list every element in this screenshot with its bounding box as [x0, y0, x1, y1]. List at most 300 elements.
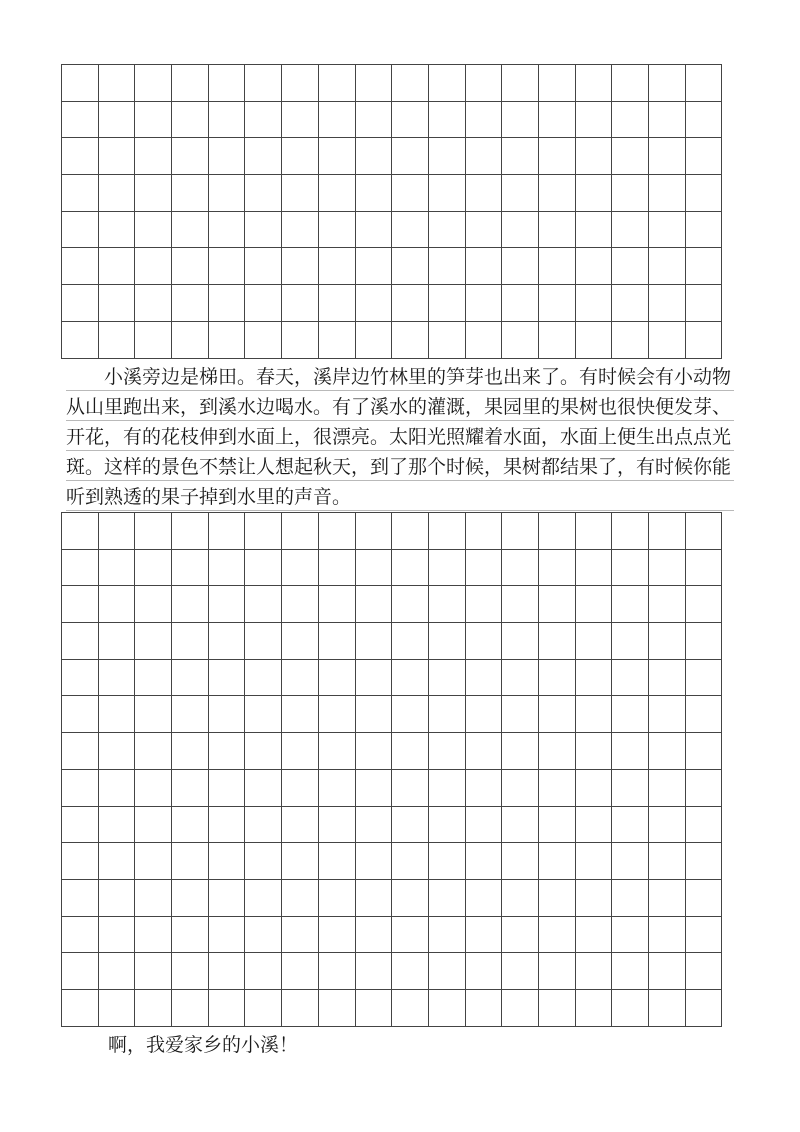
grid-cell	[392, 917, 429, 954]
grid-cell	[282, 285, 319, 322]
grid-cell	[99, 953, 136, 990]
grid-cell	[135, 660, 172, 697]
grid-cell	[209, 733, 246, 770]
grid-cell	[649, 807, 686, 844]
grid-cell	[612, 550, 649, 587]
grid-cell	[466, 65, 503, 102]
grid-cell	[392, 175, 429, 212]
grid-cell	[502, 550, 539, 587]
grid-cell	[539, 513, 576, 550]
grid-cell	[172, 733, 209, 770]
grid-cell	[135, 212, 172, 249]
grid-cell	[392, 586, 429, 623]
grid-cell	[612, 513, 649, 550]
grid-cell	[686, 880, 723, 917]
grid-cell	[319, 990, 356, 1027]
grid-cell	[649, 513, 686, 550]
grid-cell	[466, 807, 503, 844]
grid-cell	[686, 843, 723, 880]
grid-cell	[466, 733, 503, 770]
grid-cell	[392, 623, 429, 660]
grid-cell	[429, 917, 466, 954]
grid-cell	[319, 623, 356, 660]
grid-cell	[356, 696, 393, 733]
grid-cell	[99, 880, 136, 917]
grid-cell	[172, 917, 209, 954]
grid-cell	[135, 550, 172, 587]
grid-cell	[686, 248, 723, 285]
grid-cell	[172, 586, 209, 623]
grid-cell	[686, 953, 723, 990]
grid-cell	[209, 770, 246, 807]
grid-cell	[319, 880, 356, 917]
grid-cell	[539, 322, 576, 359]
grid-cell	[392, 138, 429, 175]
grid-cell	[135, 248, 172, 285]
grid-cell	[576, 917, 613, 954]
grid-cell	[392, 770, 429, 807]
grid-cell	[539, 880, 576, 917]
grid-cell	[356, 175, 393, 212]
grid-cell	[429, 586, 466, 623]
grid-cell	[135, 807, 172, 844]
grid-cell	[649, 623, 686, 660]
grid-cell	[392, 285, 429, 322]
grid-cell	[502, 880, 539, 917]
grid-cell	[319, 513, 356, 550]
grid-cell	[245, 880, 282, 917]
grid-cell	[429, 733, 466, 770]
essay-paragraph	[66, 362, 734, 512]
grid-cell	[135, 843, 172, 880]
grid-cell	[319, 65, 356, 102]
grid-cell	[282, 696, 319, 733]
grid-cell	[502, 696, 539, 733]
closing-sentence: 啊，我爱家乡的小溪！	[108, 1034, 299, 1056]
grid-cell	[429, 807, 466, 844]
grid-cell	[282, 550, 319, 587]
grid-cell	[429, 322, 466, 359]
grid-cell	[172, 102, 209, 139]
grid-cell	[245, 696, 282, 733]
grid-cell	[282, 586, 319, 623]
grid-cell	[429, 102, 466, 139]
grid-cell	[649, 843, 686, 880]
grid-cell	[649, 65, 686, 102]
grid-cell	[392, 660, 429, 697]
grid-cell	[612, 248, 649, 285]
grid-cell	[356, 65, 393, 102]
grid-cell	[686, 513, 723, 550]
grid-cell	[686, 322, 723, 359]
grid-cell	[502, 285, 539, 322]
grid-cell	[429, 212, 466, 249]
grid-cell	[282, 917, 319, 954]
grid-cell	[392, 733, 429, 770]
grid-cell	[392, 880, 429, 917]
grid-cell	[612, 322, 649, 359]
grid-cell	[282, 990, 319, 1027]
grid-cell	[356, 917, 393, 954]
grid-cell	[502, 586, 539, 623]
grid-cell	[356, 138, 393, 175]
paragraph-line: 小溪旁边是梯田。春天，溪岸边竹林里的笋芽也出来了。有时候会有小动物	[66, 362, 734, 392]
grid-cell	[576, 733, 613, 770]
grid-cell	[686, 586, 723, 623]
grid-cell	[99, 807, 136, 844]
grid-cell	[209, 807, 246, 844]
grid-cell	[135, 138, 172, 175]
grid-cell	[576, 807, 613, 844]
grid-cell	[356, 248, 393, 285]
grid-cell	[576, 102, 613, 139]
grid-cell	[319, 586, 356, 623]
grid-cell	[356, 660, 393, 697]
grid-cell	[245, 623, 282, 660]
grid-cell	[576, 513, 613, 550]
grid-cell	[99, 285, 136, 322]
grid-cell	[99, 322, 136, 359]
grid-cell	[99, 770, 136, 807]
grid-cell	[245, 586, 282, 623]
paragraph-line: 从山里跑出来，到溪水边喝水。有了溪水的灌溉，果园里的果树也很快便发芽、	[66, 392, 734, 422]
grid-cell	[99, 660, 136, 697]
grid-cell	[576, 660, 613, 697]
grid-cell	[319, 175, 356, 212]
grid-cell	[209, 285, 246, 322]
grid-cell	[62, 733, 99, 770]
grid-cell	[62, 807, 99, 844]
grid-cell	[466, 586, 503, 623]
grid-cell	[172, 138, 209, 175]
grid-cell	[502, 953, 539, 990]
grid-cell	[502, 917, 539, 954]
grid-cell	[209, 843, 246, 880]
grid-cell	[172, 175, 209, 212]
grid-cell	[392, 843, 429, 880]
grid-cell	[649, 660, 686, 697]
grid-cell	[135, 322, 172, 359]
grid-cell	[245, 550, 282, 587]
grid-cell	[62, 102, 99, 139]
grid-cell	[172, 807, 209, 844]
grid-cell	[282, 880, 319, 917]
grid-cell	[429, 990, 466, 1027]
grid-cell	[172, 322, 209, 359]
grid-cell	[135, 102, 172, 139]
grid-cell	[576, 586, 613, 623]
grid-cell	[466, 770, 503, 807]
grid-cell	[62, 550, 99, 587]
grid-cell	[649, 550, 686, 587]
grid-cell	[539, 917, 576, 954]
grid-cell	[99, 586, 136, 623]
grid-cell	[282, 138, 319, 175]
grid-cell	[429, 623, 466, 660]
grid-cell	[282, 843, 319, 880]
grid-cell	[135, 770, 172, 807]
grid-cell	[319, 917, 356, 954]
grid-cell	[62, 696, 99, 733]
grid-cell	[62, 880, 99, 917]
grid-cell	[99, 917, 136, 954]
grid-cell	[649, 953, 686, 990]
grid-cell	[686, 807, 723, 844]
grid-cell	[392, 65, 429, 102]
grid-cell	[99, 733, 136, 770]
grid-cell	[319, 733, 356, 770]
grid-cell	[539, 807, 576, 844]
grid-cell	[172, 880, 209, 917]
grid-cell	[172, 990, 209, 1027]
grid-cell	[649, 212, 686, 249]
grid-cell	[612, 138, 649, 175]
grid-cell	[429, 248, 466, 285]
grid-cell	[99, 102, 136, 139]
grid-cell	[99, 843, 136, 880]
grid-cell	[466, 843, 503, 880]
grid-cell	[282, 770, 319, 807]
paragraph-line: 听到熟透的果子掉到水里的声音。	[66, 482, 734, 512]
grid-cell	[356, 953, 393, 990]
grid-cell	[649, 102, 686, 139]
grid-cell	[245, 65, 282, 102]
grid-cell	[135, 285, 172, 322]
grid-cell	[172, 212, 209, 249]
grid-cell	[539, 138, 576, 175]
grid-cell	[99, 65, 136, 102]
grid-cell	[245, 285, 282, 322]
grid-cell	[62, 248, 99, 285]
grid-cell	[576, 322, 613, 359]
grid-cell	[502, 248, 539, 285]
grid-cell	[99, 138, 136, 175]
grid-cell	[539, 843, 576, 880]
grid-cell	[686, 550, 723, 587]
grid-cell	[209, 623, 246, 660]
grid-cell	[62, 285, 99, 322]
grid-cell	[62, 770, 99, 807]
grid-cell	[245, 212, 282, 249]
grid-cell	[62, 65, 99, 102]
grid-cell	[539, 660, 576, 697]
grid-cell	[466, 917, 503, 954]
grid-cell	[62, 138, 99, 175]
grid-cell	[576, 65, 613, 102]
grid-cell	[466, 285, 503, 322]
grid-cell	[686, 917, 723, 954]
grid-cell	[612, 733, 649, 770]
grid-cell	[649, 880, 686, 917]
grid-cell	[99, 212, 136, 249]
grid-cell	[245, 322, 282, 359]
grid-cell	[172, 770, 209, 807]
grid-cell	[282, 807, 319, 844]
grid-cell	[466, 322, 503, 359]
grid-cell	[686, 660, 723, 697]
grid-cell	[172, 285, 209, 322]
grid-cell	[356, 102, 393, 139]
grid-cell	[392, 102, 429, 139]
grid-cell	[686, 102, 723, 139]
grid-cell	[612, 285, 649, 322]
grid-cell	[319, 550, 356, 587]
grid-cell	[62, 212, 99, 249]
grid-cell	[172, 623, 209, 660]
grid-cell	[576, 248, 613, 285]
grid-cell	[576, 880, 613, 917]
grid-cell	[245, 770, 282, 807]
grid-cell	[209, 102, 246, 139]
grid-cell	[282, 175, 319, 212]
grid-cell	[282, 513, 319, 550]
grid-cell	[245, 138, 282, 175]
grid-cell	[612, 212, 649, 249]
grid-cell	[502, 770, 539, 807]
grid-cell	[282, 322, 319, 359]
grid-cell	[209, 696, 246, 733]
grid-cell	[502, 990, 539, 1027]
grid-cell	[612, 990, 649, 1027]
grid-cell	[319, 953, 356, 990]
grid-cell	[392, 248, 429, 285]
grid-cell	[99, 623, 136, 660]
grid-cell	[209, 175, 246, 212]
grid-cell	[686, 285, 723, 322]
paragraph-line: 开花，有的花枝伸到水面上，很漂亮。太阳光照耀着水面，水面上便生出点点光	[66, 422, 734, 452]
grid-cell	[356, 513, 393, 550]
grid-cell	[99, 696, 136, 733]
grid-cell	[576, 285, 613, 322]
grid-cell	[135, 65, 172, 102]
writing-grid-top	[61, 64, 722, 359]
grid-cell	[62, 953, 99, 990]
grid-cell	[99, 248, 136, 285]
grid-cell	[612, 953, 649, 990]
grid-cell	[209, 550, 246, 587]
grid-cell	[245, 843, 282, 880]
grid-cell	[392, 513, 429, 550]
grid-cell	[539, 102, 576, 139]
grid-cell	[209, 953, 246, 990]
grid-cell	[429, 660, 466, 697]
grid-cell	[612, 770, 649, 807]
grid-cell	[392, 953, 429, 990]
grid-cell	[612, 102, 649, 139]
grid-cell	[502, 102, 539, 139]
grid-cell	[502, 65, 539, 102]
grid-cell	[209, 990, 246, 1027]
grid-cell	[466, 660, 503, 697]
grid-cell	[172, 513, 209, 550]
grid-cell	[172, 696, 209, 733]
grid-cell	[392, 212, 429, 249]
grid-cell	[649, 917, 686, 954]
grid-cell	[245, 917, 282, 954]
grid-cell	[429, 953, 466, 990]
grid-cell	[612, 807, 649, 844]
grid-cell	[209, 322, 246, 359]
grid-cell	[135, 880, 172, 917]
grid-cell	[356, 285, 393, 322]
grid-cell	[245, 953, 282, 990]
grid-cell	[686, 770, 723, 807]
grid-cell	[466, 550, 503, 587]
grid-cell	[282, 623, 319, 660]
grid-cell	[686, 733, 723, 770]
grid-cell	[502, 175, 539, 212]
grid-cell	[539, 733, 576, 770]
grid-cell	[356, 807, 393, 844]
grid-cell	[686, 212, 723, 249]
grid-cell	[172, 65, 209, 102]
grid-cell	[319, 212, 356, 249]
grid-cell	[135, 917, 172, 954]
grid-cell	[62, 660, 99, 697]
grid-cell	[502, 322, 539, 359]
grid-cell	[429, 880, 466, 917]
grid-cell	[356, 322, 393, 359]
grid-cell	[209, 917, 246, 954]
grid-cell	[172, 843, 209, 880]
grid-cell	[576, 550, 613, 587]
grid-cell	[209, 248, 246, 285]
grid-cell	[135, 175, 172, 212]
grid-cell	[245, 175, 282, 212]
grid-cell	[245, 513, 282, 550]
grid-cell	[392, 322, 429, 359]
grid-cell	[466, 138, 503, 175]
grid-cell	[62, 322, 99, 359]
grid-cell	[502, 843, 539, 880]
grid-cell	[319, 102, 356, 139]
grid-cell	[282, 102, 319, 139]
paragraph-line: 斑。这样的景色不禁让人想起秋天，到了那个时候，果树都结果了，有时候你能	[66, 452, 734, 482]
grid-cell	[172, 660, 209, 697]
grid-cell	[135, 696, 172, 733]
grid-cell	[245, 807, 282, 844]
grid-cell	[245, 660, 282, 697]
grid-cell	[282, 953, 319, 990]
grid-cell	[429, 513, 466, 550]
grid-cell	[429, 696, 466, 733]
grid-cell	[282, 733, 319, 770]
grid-cell	[539, 248, 576, 285]
grid-cell	[209, 660, 246, 697]
grid-cell	[392, 550, 429, 587]
grid-cell	[466, 880, 503, 917]
grid-cell	[62, 623, 99, 660]
grid-cell	[612, 175, 649, 212]
grid-cell	[209, 586, 246, 623]
grid-cell	[612, 880, 649, 917]
grid-cell	[502, 623, 539, 660]
grid-cell	[172, 550, 209, 587]
grid-cell	[539, 65, 576, 102]
grid-cell	[319, 696, 356, 733]
grid-cell	[319, 138, 356, 175]
grid-cell	[539, 586, 576, 623]
grid-cell	[172, 953, 209, 990]
grid-cell	[356, 770, 393, 807]
grid-cell	[319, 770, 356, 807]
grid-cell	[686, 623, 723, 660]
grid-cell	[356, 733, 393, 770]
grid-cell	[319, 285, 356, 322]
grid-cell	[612, 586, 649, 623]
grid-cell	[539, 953, 576, 990]
grid-cell	[686, 138, 723, 175]
